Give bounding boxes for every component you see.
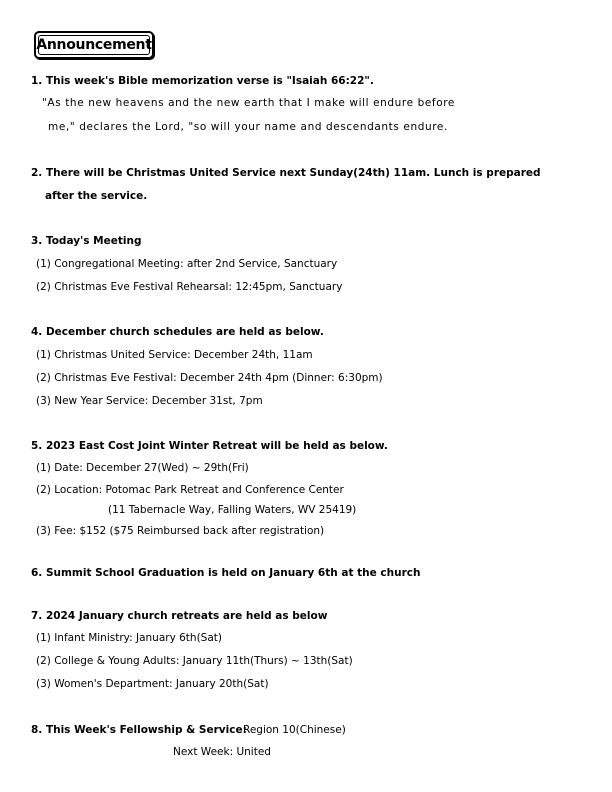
item-4-line-1: (1) Christmas United Service: December 24th, 11am (36, 349, 313, 361)
item-5-line-1: (1) Date: December 27(Wed) ~ 29th(Fri) (36, 462, 249, 474)
item-6-heading: 6. Summit School Graduation is held on January 6th at the church (31, 567, 421, 579)
item-5-line-3: (11 Tabernacle Way, Falling Waters, WV 25419) (108, 504, 357, 516)
item-3-heading: 3. Today's Meeting (31, 235, 142, 247)
item-2-heading: 2. There will be Christmas United Service next Sunday(24th) 11am. Lunch is prepared (31, 167, 541, 179)
item-7-heading: 7. 2024 January church retreats are held as below (31, 610, 328, 622)
item-1-verse-line-2: me," declares the Lord, "so will your name and descendants endure. (48, 121, 448, 133)
item-7-line-3: (3) Women's Department: January 20th(Sat) (36, 678, 269, 690)
page-title: Announcement (36, 37, 152, 53)
announcement-title-box (34, 31, 154, 59)
item-4-line-2: (2) Christmas Eve Festival: December 24th 4pm (Dinner: 6:30pm) (36, 372, 383, 384)
item-8-heading: 8. This Week's Fellowship & Service: (31, 724, 247, 736)
item-4-heading: 4. December church schedules are held as below. (31, 326, 324, 338)
item-5-line-4: (3) Fee: $152 ($75 Reimbursed back after registration) (36, 525, 325, 537)
item-1-heading: 1. This week's Bible memorization verse is "Isaiah 66:22". (31, 75, 374, 87)
item-8-value: Region 10(Chinese) (243, 724, 346, 736)
item-5-line-2: (2) Location: Potomac Park Retreat and Conference Center (36, 484, 344, 496)
item-3-line-2: (2) Christmas Eve Festival Rehearsal: 12:45pm, Sanctuary (36, 281, 343, 293)
item-7-line-2: (2) College & Young Adults: January 11th(Thurs) ~ 13th(Sat) (36, 655, 353, 667)
item-4-line-3: (3) New Year Service: December 31st, 7pm (36, 395, 263, 407)
item-7-line-1: (1) Infant Ministry: January 6th(Sat) (36, 632, 222, 644)
item-5-heading: 5. 2023 East Cost Joint Winter Retreat will be held as below. (31, 440, 388, 452)
item-1-verse-line-1: "As the new heavens and the new earth that I make will endure before (42, 97, 455, 109)
item-2-heading-cont: after the service. (45, 190, 148, 202)
item-3-line-1: (1) Congregational Meeting: after 2nd Service, Sanctuary (36, 258, 338, 270)
item-8-next-week: Next Week: United (173, 746, 271, 758)
